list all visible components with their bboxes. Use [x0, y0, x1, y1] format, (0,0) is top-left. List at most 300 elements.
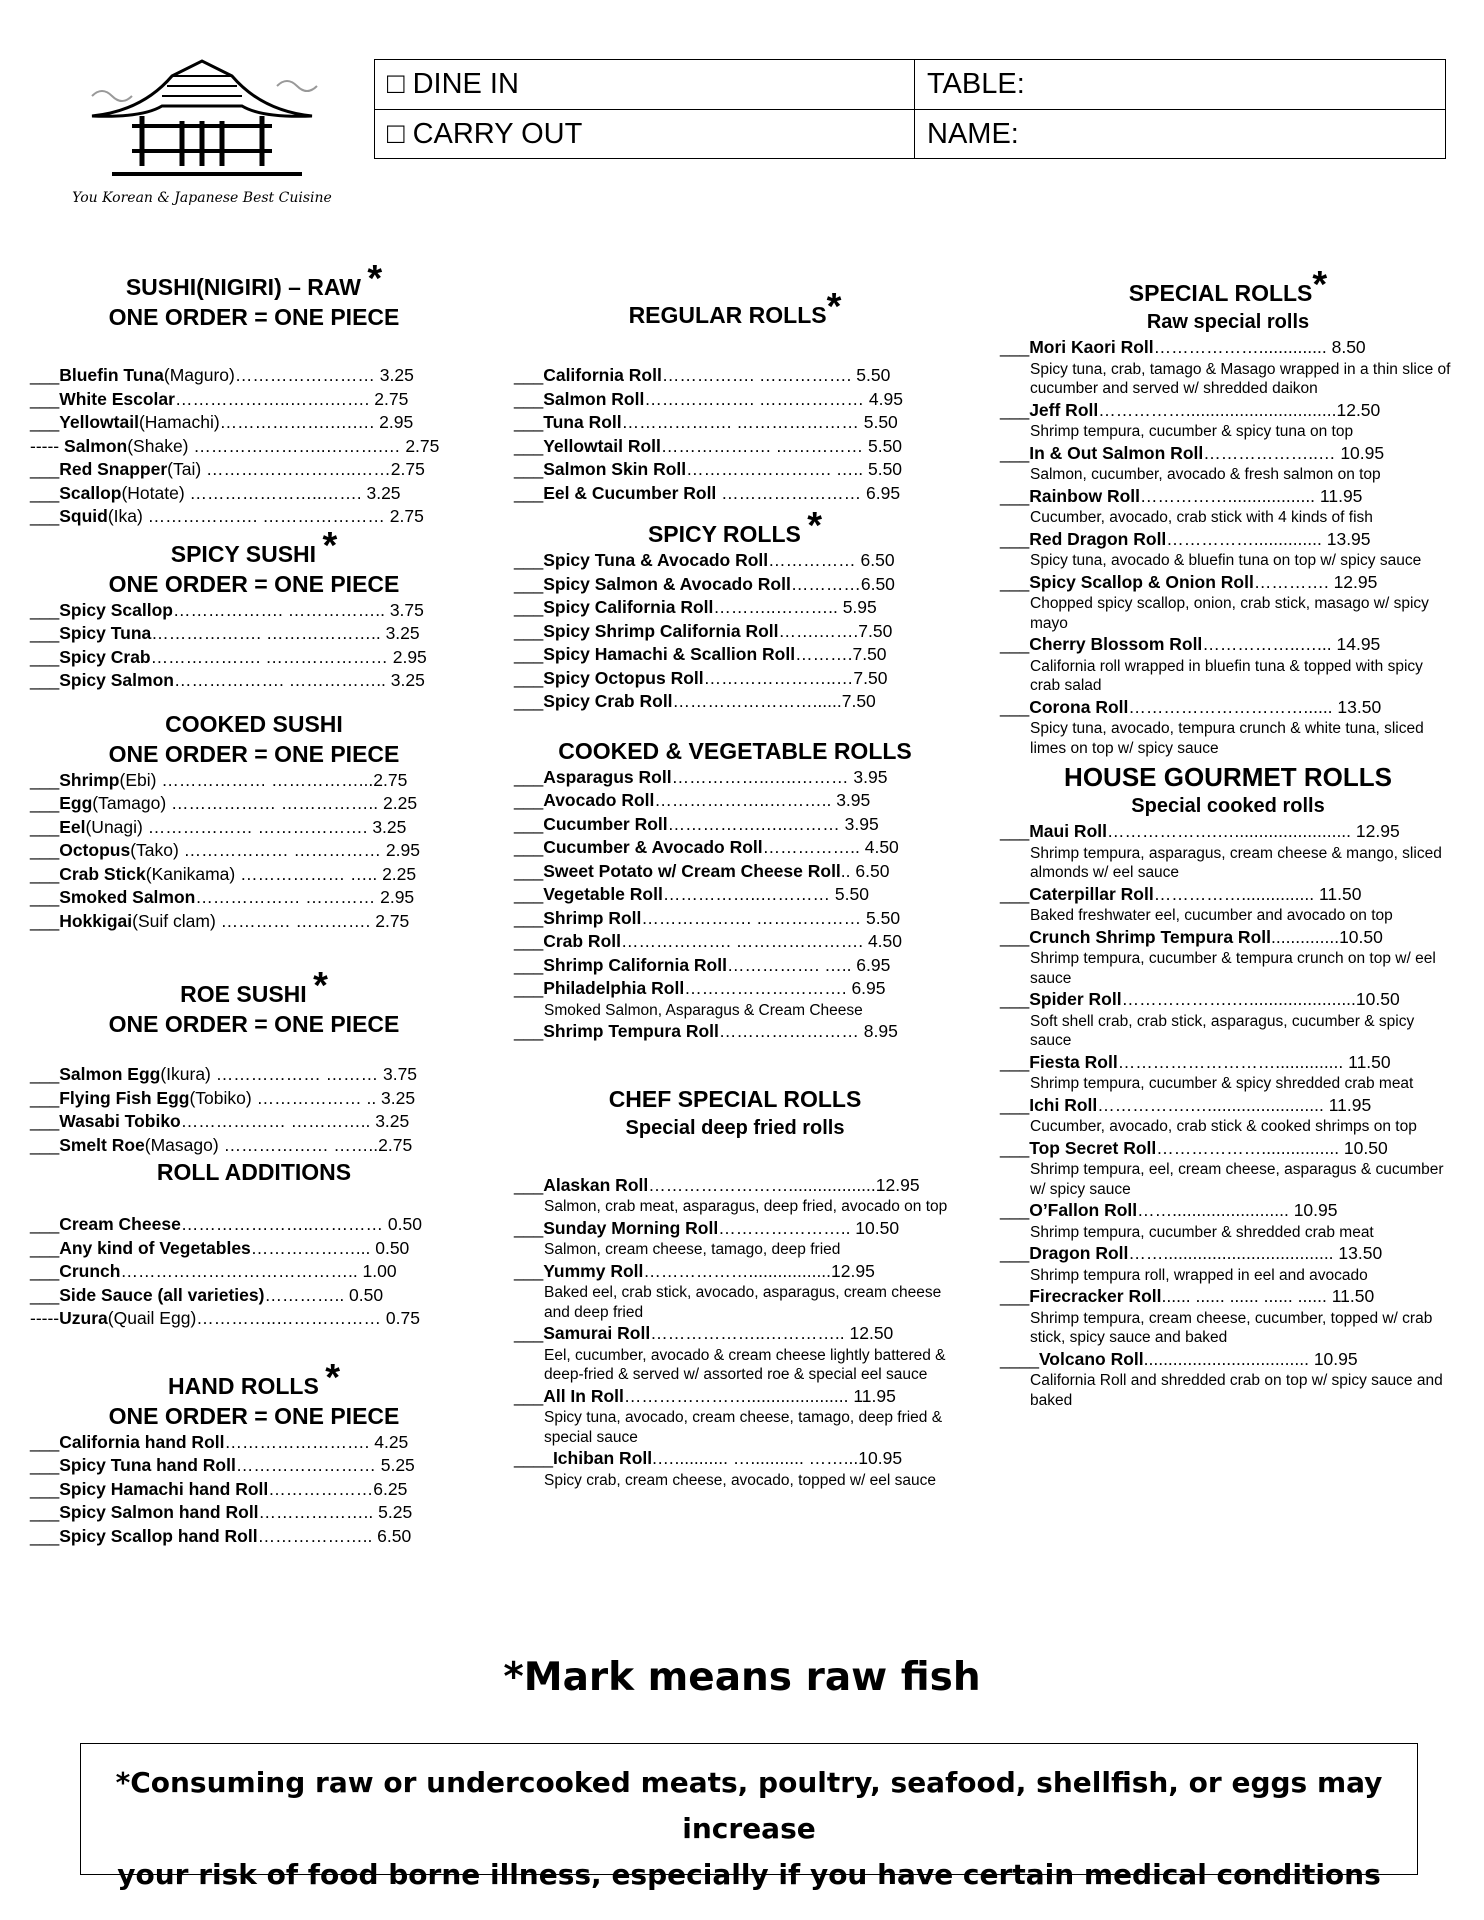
item-price: 5.50 — [863, 412, 898, 432]
item-name: Sweet Potato w/ Cream Cheese Roll — [543, 860, 841, 881]
item-price: 5.50 — [867, 459, 903, 479]
item-price: 11.95 — [1328, 1094, 1372, 1115]
menu-item[interactable] — [30, 839, 478, 863]
menu-item[interactable] — [514, 813, 956, 837]
item-name: Vegetable Roll — [543, 884, 663, 904]
item-list — [30, 599, 478, 693]
item-price: 12.50 — [849, 1323, 894, 1343]
item-price: 2.75 — [373, 769, 408, 790]
order-blank: ___ — [514, 1174, 544, 1195]
item-leader: ………………..………….. — [650, 1323, 850, 1343]
item-description: Baked freshwater eel, cucumber and avocado on top — [1030, 907, 1393, 924]
menu-item[interactable] — [514, 388, 956, 412]
item-price: 2.75 — [374, 388, 409, 409]
item-price: 10.50 — [1339, 926, 1383, 947]
item-description: Shrimp tempura, cucumber & tempura crunch on top w/ eel sauce — [1030, 950, 1436, 987]
item-price: 12.50 — [1336, 399, 1381, 420]
item-leader: ………………................ — [1156, 1137, 1344, 1158]
order-blank: ___ — [30, 793, 60, 813]
order-type-box — [374, 59, 1446, 159]
menu-item[interactable] — [30, 1501, 478, 1525]
item-description: Salmon, cream cheese, tamago, deep fried — [544, 1241, 841, 1258]
item-description: Chopped spicy scallop, onion, crab stick, masago w/ spicy mayo — [1030, 595, 1429, 632]
item-name: Rainbow Roll — [1029, 485, 1141, 506]
item-alt-name: (Quail Egg) — [107, 1308, 197, 1328]
order-blank: ___ — [1000, 442, 1030, 463]
item-leader: ……………… ……………... — [156, 769, 374, 790]
order-blank: ___ — [30, 816, 60, 837]
item-price: 2.75 — [390, 459, 425, 479]
item-price: 10.95 — [1340, 442, 1385, 463]
order-blank: ___ — [30, 365, 60, 385]
menu-item[interactable] — [1000, 336, 1456, 360]
item-name: Salmon — [64, 435, 128, 456]
menu-item[interactable] — [514, 458, 956, 482]
order-blank: ___ — [514, 550, 544, 570]
order-blank: ___ — [514, 1323, 544, 1343]
item-name: Squid — [59, 506, 108, 526]
item-alt-name: (Maguro) — [163, 365, 235, 385]
item-price: 7.50 — [841, 691, 876, 711]
item-name: Shrimp California Roll — [543, 954, 727, 975]
item-description: Shrimp tempura, eel, cream cheese, asparagus & cucumber w/ spicy sauce — [1030, 1161, 1444, 1198]
item-alt-name: (Ika) — [107, 506, 143, 526]
order-blank: ___ — [30, 623, 60, 643]
order-blank: ___ — [514, 597, 544, 617]
menu-item[interactable] — [514, 766, 956, 790]
menu-item[interactable] — [1000, 399, 1456, 423]
menu-item[interactable] — [30, 863, 478, 887]
carry-out-checkbox[interactable]: □ CARRY OUT — [375, 110, 915, 158]
menu-item[interactable] — [1000, 1137, 1456, 1161]
item-name: Eel — [59, 816, 86, 837]
item-description: Salmon, crab meat, asparagus, deep fried, avocado on top — [544, 1198, 948, 1215]
item-price: 12.95 — [1333, 571, 1378, 592]
menu-item[interactable] — [514, 364, 956, 388]
order-blank: ___ — [514, 459, 544, 479]
menu-item[interactable] — [30, 482, 478, 506]
menu-item[interactable] — [1000, 696, 1456, 720]
menu-item[interactable] — [514, 954, 956, 978]
order-blank: ___ — [1000, 926, 1030, 947]
order-blank: ___ — [514, 907, 544, 928]
menu-item[interactable] — [514, 1385, 956, 1409]
menu-item[interactable] — [30, 435, 478, 459]
menu-item[interactable] — [1000, 988, 1456, 1012]
order-blank: ----- — [30, 435, 65, 456]
item-description: Cucumber, avocado, crab stick & cooked shrimps on top — [1030, 1118, 1417, 1135]
item-name: Asparagus Roll — [543, 766, 672, 787]
order-blank: ___ — [514, 365, 544, 385]
item-price: 2.25 — [382, 863, 417, 884]
item-name: Sunday Morning Roll — [543, 1217, 719, 1238]
item-price: 14.95 — [1336, 634, 1381, 654]
item-list — [30, 1431, 478, 1549]
item-name: Samurai Roll — [543, 1323, 651, 1343]
item-price: 0.50 — [349, 1284, 384, 1305]
menu-item[interactable] — [514, 690, 956, 714]
dine-in-checkbox[interactable]: □ DINE IN — [375, 60, 915, 110]
menu-item[interactable] — [30, 599, 478, 623]
menu-item[interactable] — [514, 836, 956, 860]
menu-item[interactable] — [514, 411, 956, 435]
order-blank: ___ — [30, 412, 60, 432]
order-blank: ___ — [1000, 989, 1030, 1009]
item-price: 4.25 — [374, 1431, 409, 1452]
menu-item[interactable] — [514, 883, 956, 907]
item-leader: ……………….….…. — [219, 412, 380, 432]
order-blank: ___ — [1000, 399, 1030, 420]
menu-item[interactable] — [514, 930, 956, 954]
item-leader: ……........................ — [1137, 1200, 1294, 1220]
menu-item[interactable] — [30, 364, 478, 388]
item-price: 2.95 — [380, 887, 415, 907]
item-name: Volcano Roll — [1038, 1348, 1144, 1369]
menu-item[interactable] — [514, 596, 956, 620]
order-blank: ___ — [514, 620, 544, 641]
item-price: 6.95 — [866, 482, 901, 503]
item-leader: ………………... — [250, 1237, 376, 1258]
item-leader: ………….. — [264, 1284, 350, 1305]
item-price: 2.95 — [379, 412, 414, 432]
item-leader: ………………. …………………. — [621, 931, 868, 951]
order-blank: ___ — [1000, 883, 1030, 904]
item-name: Spicy Hamachi & Scallion Roll — [543, 644, 796, 664]
item-leader: …………………………...... — [1128, 696, 1338, 717]
menu-item[interactable] — [30, 1213, 478, 1237]
item-price: 0.75 — [385, 1308, 420, 1328]
item-price: 3.75 — [389, 599, 424, 620]
order-blank: ___ — [30, 863, 60, 884]
item-price: 2.95 — [385, 840, 420, 860]
item-leader: .. — [840, 860, 856, 881]
item-name: Uzura — [59, 1308, 108, 1328]
item-name: Corona Roll — [1029, 696, 1129, 717]
menu-item[interactable] — [514, 482, 956, 506]
menu-item[interactable] — [1000, 1199, 1456, 1223]
order-blank: ___ — [30, 1525, 60, 1546]
item-price: 3.75 — [382, 1064, 418, 1084]
item-name: Cream Cheese — [59, 1214, 181, 1234]
menu-item[interactable] — [514, 1322, 956, 1346]
item-price: 10.95 — [1293, 1200, 1338, 1220]
menu-item[interactable] — [30, 1284, 478, 1308]
order-blank: ___ — [1000, 1137, 1030, 1158]
item-price: 6.50 — [855, 860, 890, 881]
item-price: 3.25 — [385, 623, 420, 643]
order-blank: ___ — [30, 1284, 60, 1305]
item-price: 6.95 — [856, 954, 891, 975]
menu-item[interactable] — [1000, 1094, 1456, 1118]
item-name: Crunch — [59, 1261, 121, 1281]
menu-item[interactable] — [1000, 1285, 1456, 1309]
menu-item[interactable] — [1000, 1051, 1456, 1075]
order-blank: ___ — [30, 1237, 60, 1258]
item-description: Spicy tuna, avocado, cream cheese, tamago, deep fried & special sauce — [544, 1409, 943, 1446]
order-blank: ___ — [30, 506, 60, 526]
order-blank: ____ — [514, 1448, 553, 1468]
item-price: 5.50 — [867, 435, 903, 456]
item-price: 3.95 — [844, 813, 879, 834]
menu-item[interactable] — [514, 1020, 956, 1044]
menu-item[interactable] — [30, 816, 478, 840]
item-list — [30, 1213, 478, 1331]
item-alt-name: (Shake) — [127, 435, 189, 456]
item-leader: ……………… ….. — [235, 863, 383, 884]
menu-item[interactable] — [1000, 633, 1456, 657]
item-price: 10.50 — [1343, 1137, 1388, 1158]
menu-item[interactable] — [1000, 1242, 1456, 1266]
item-name: Yellowtail Roll — [543, 435, 661, 456]
item-leader: ……………. ……………. — [661, 365, 857, 385]
item-leader: ………………..… — [1203, 442, 1341, 463]
item-name: Shrimp — [59, 769, 120, 790]
item-name: Ichiban Roll — [552, 1448, 653, 1468]
section-title-sushi-raw: SUSHI(NIGIRI) – RAW * — [125, 258, 383, 300]
column-right — [1000, 264, 1456, 1410]
item-name: Scallop — [59, 482, 122, 503]
item-leader: …………….…..……… — [667, 813, 845, 834]
item-description: Cucumber, avocado, crab stick with 4 kinds of fish — [1030, 509, 1373, 526]
item-price: 4.50 — [867, 931, 903, 951]
section-title-roll-additions: ROLL ADDITIONS — [156, 1159, 352, 1185]
item-leader: …………………..……….… — [188, 435, 406, 456]
order-blank: ___ — [1000, 821, 1030, 841]
menu-item[interactable] — [30, 1110, 478, 1134]
item-name: Ichi Roll — [1029, 1094, 1098, 1115]
item-name: Tuna Roll — [543, 412, 622, 432]
menu-item[interactable] — [1000, 820, 1456, 844]
item-name: Fiesta Roll — [1029, 1051, 1118, 1072]
item-name: Smelt Roe — [59, 1134, 145, 1155]
item-leader: ………………. ………………… — [142, 506, 390, 526]
menu-item[interactable] — [1000, 485, 1456, 509]
order-blank: ___ — [514, 435, 544, 456]
table-field[interactable]: TABLE: — [915, 60, 1445, 110]
item-list — [30, 364, 478, 529]
menu-item[interactable] — [514, 573, 956, 597]
order-blank: ___ — [514, 790, 544, 810]
menu-item[interactable] — [514, 435, 956, 459]
menu-item[interactable] — [30, 1063, 478, 1087]
item-price: 2.25 — [383, 793, 418, 813]
section-title-roe-sushi: ROE SUSHI * — [180, 965, 328, 1007]
item-description: Baked eel, crab stick, avocado, asparagus, cream cheese and deep fried — [544, 1284, 942, 1321]
item-leader: ……………….. — [257, 1525, 378, 1546]
menu-item[interactable] — [514, 1217, 956, 1241]
item-price: 7.50 — [852, 644, 887, 664]
item-leader: ……………………...... — [672, 691, 842, 711]
item-name: Hokkigai — [59, 910, 133, 931]
item-price: 8.50 — [1331, 337, 1366, 357]
menu-item[interactable] — [30, 1260, 478, 1284]
order-blank: ___ — [30, 1455, 60, 1475]
item-price: 11.50 — [1331, 1286, 1375, 1306]
item-name: Alaskan Roll — [543, 1174, 649, 1195]
item-alt-name: (Masago) — [144, 1134, 219, 1155]
item-price: 3.25 — [379, 365, 414, 385]
restaurant-tagline: You Korean & Japanese Best Cuisine — [72, 190, 332, 206]
menu-item[interactable] — [1000, 926, 1456, 950]
order-blank: ___ — [30, 670, 60, 690]
menu-item[interactable] — [30, 388, 478, 412]
item-name: Maui Roll — [1029, 821, 1107, 841]
item-leader: ……………….…...................... — [1121, 989, 1356, 1009]
item-name: Cherry Blossom Roll — [1029, 634, 1203, 654]
order-blank: ___ — [30, 1064, 60, 1084]
item-description: Spicy crab, cream cheese, avocado, topped w/ eel sauce — [544, 1471, 937, 1489]
menu-item[interactable] — [514, 667, 956, 691]
item-price: 6.25 — [373, 1478, 408, 1499]
item-leader: …………………..… — [703, 667, 854, 688]
menu-item[interactable] — [30, 646, 478, 670]
menu-item[interactable] — [30, 1431, 478, 1455]
item-price: 12.95 — [875, 1174, 920, 1195]
order-blank: ___ — [514, 813, 544, 834]
section-title-house-gourmet-rolls: HOUSE GOURMET ROLLS — [1064, 762, 1392, 792]
item-leader: ……………… — [268, 1478, 374, 1499]
order-blank: ___ — [30, 646, 60, 667]
item-leader: ……………… ………… — [195, 887, 381, 907]
item-leader: ……………… …………… — [178, 840, 386, 860]
menu-item[interactable] — [30, 886, 478, 910]
menu-item[interactable] — [30, 622, 478, 646]
menu-item[interactable] — [1000, 883, 1456, 907]
column-left — [30, 258, 478, 1548]
menu-item[interactable] — [30, 1307, 478, 1331]
item-leader: …………….................. — [1140, 485, 1320, 506]
section-title-cooked-sushi: COOKED SUSHI — [165, 710, 343, 737]
order-blank: ___ — [30, 887, 60, 907]
order-blank: ___ — [514, 860, 544, 881]
menu-item[interactable] — [514, 1260, 956, 1284]
name-field[interactable]: NAME: — [927, 118, 1019, 150]
order-blank: ___ — [30, 388, 60, 409]
item-price: 0.50 — [387, 1214, 422, 1234]
item-name: Spicy Shrimp California Roll — [543, 620, 779, 641]
item-leader: ……………............................... — [1098, 399, 1337, 420]
menu-item[interactable] — [514, 907, 956, 931]
order-blank: ___ — [514, 1385, 544, 1406]
menu-item[interactable] — [514, 1174, 956, 1198]
menu-item[interactable] — [30, 1134, 478, 1158]
item-name: Cucumber & Avocado Roll — [543, 837, 763, 857]
item-name: Caterpillar Roll — [1029, 883, 1154, 904]
pagoda-logo-icon — [72, 56, 332, 186]
item-price: 4.95 — [868, 388, 903, 409]
menu-item[interactable] — [30, 411, 478, 435]
item-price: 5.50 — [834, 884, 869, 904]
item-leader: ………………. …………….. — [173, 599, 390, 620]
item-name: O’Fallon Roll — [1029, 1200, 1138, 1220]
menu-item[interactable] — [30, 1087, 478, 1111]
item-leader: ………………..……….. — [654, 790, 837, 810]
order-blank: ___ — [30, 840, 60, 860]
order-blank: ___ — [30, 1214, 60, 1234]
item-price: 11.50 — [1318, 883, 1362, 904]
section-subtitle: Special cooked rolls — [1131, 795, 1325, 817]
menu-item[interactable] — [514, 620, 956, 644]
column-middle — [514, 286, 956, 1490]
section-subtitle: ONE ORDER = ONE PIECE — [108, 1011, 400, 1037]
order-blank: ___ — [1000, 1051, 1030, 1072]
menu-item[interactable] — [514, 977, 956, 1001]
item-alt-name: (Ebi) — [119, 769, 157, 790]
item-leader: ………………………………….. — [120, 1261, 363, 1281]
item-leader: …………………..………… — [180, 1214, 388, 1234]
menu-item[interactable] — [30, 505, 478, 529]
item-leader: ………………................. — [643, 1260, 832, 1281]
item-description: Salmon, cucumber, avocado & fresh salmon on top — [1030, 466, 1381, 483]
menu-item[interactable] — [514, 549, 956, 573]
order-blank: ___ — [30, 1111, 60, 1131]
menu-item[interactable] — [30, 769, 478, 793]
item-price: 3.25 — [372, 816, 407, 837]
menu-item[interactable] — [30, 1237, 478, 1261]
item-leader: …………………….................. — [648, 1174, 876, 1195]
item-price: 5.25 — [378, 1502, 413, 1522]
menu-item[interactable] — [30, 669, 478, 693]
order-blank: ___ — [1000, 1243, 1030, 1263]
item-price: 2.75 — [405, 435, 440, 456]
menu-item[interactable] — [30, 458, 478, 482]
order-blank: ___ — [514, 954, 544, 975]
menu-item[interactable] — [30, 1454, 478, 1478]
item-leader: …………… — [768, 550, 861, 570]
section-subtitle: ONE ORDER = ONE PIECE — [108, 1402, 400, 1429]
menu-item[interactable] — [30, 1525, 478, 1549]
order-blank: ___ — [1000, 337, 1030, 357]
order-blank: ___ — [30, 1261, 60, 1281]
item-price: 10.50 — [855, 1217, 900, 1238]
menu-item[interactable] — [514, 643, 956, 667]
item-price: 2.75 — [389, 506, 424, 526]
section-title-spicy-rolls: SPICY ROLLS * — [647, 505, 823, 547]
item-name: California hand Roll — [59, 1431, 225, 1452]
item-name: Avocado Roll — [543, 790, 655, 810]
item-price: 13.95 — [1326, 528, 1371, 549]
item-name: Philadelphia Roll — [543, 978, 685, 998]
item-name: Firecracker Roll — [1029, 1286, 1162, 1306]
item-leader: .................................. — [1143, 1348, 1314, 1369]
menu-item[interactable] — [1000, 1348, 1456, 1372]
order-blank: ___ — [514, 388, 544, 409]
item-name: Yellowtail — [59, 412, 139, 432]
menu-item[interactable] — [1000, 571, 1456, 595]
order-blank: ___ — [514, 931, 544, 951]
menu-item[interactable] — [1000, 442, 1456, 466]
item-name: Spicy Scallop & Onion Roll — [1029, 571, 1254, 592]
raw-fish-note: *Mark means raw fish — [503, 1655, 981, 1700]
menu-item[interactable] — [30, 1478, 478, 1502]
menu-item[interactable] — [514, 789, 956, 813]
item-name: Top Secret Roll — [1029, 1137, 1157, 1158]
menu-item[interactable] — [30, 792, 478, 816]
item-name: Spicy Scallop — [59, 599, 173, 620]
item-alt-name: (Unagi) — [85, 816, 143, 837]
menu-item[interactable] — [514, 860, 956, 884]
section-subtitle: ONE ORDER = ONE PIECE — [108, 570, 400, 597]
menu-item[interactable] — [1000, 528, 1456, 552]
menu-item[interactable] — [514, 1447, 956, 1471]
item-leader: ……………….............. — [1153, 337, 1332, 357]
item-leader: ……………………. ….. — [686, 459, 868, 479]
item-leader: ……………………. — [224, 1431, 375, 1452]
item-leader: ……………… …….. — [218, 1134, 379, 1155]
order-blank: ___ — [30, 910, 60, 931]
item-name: Any kind of Vegetables — [59, 1237, 251, 1258]
menu-item[interactable] — [30, 910, 478, 934]
